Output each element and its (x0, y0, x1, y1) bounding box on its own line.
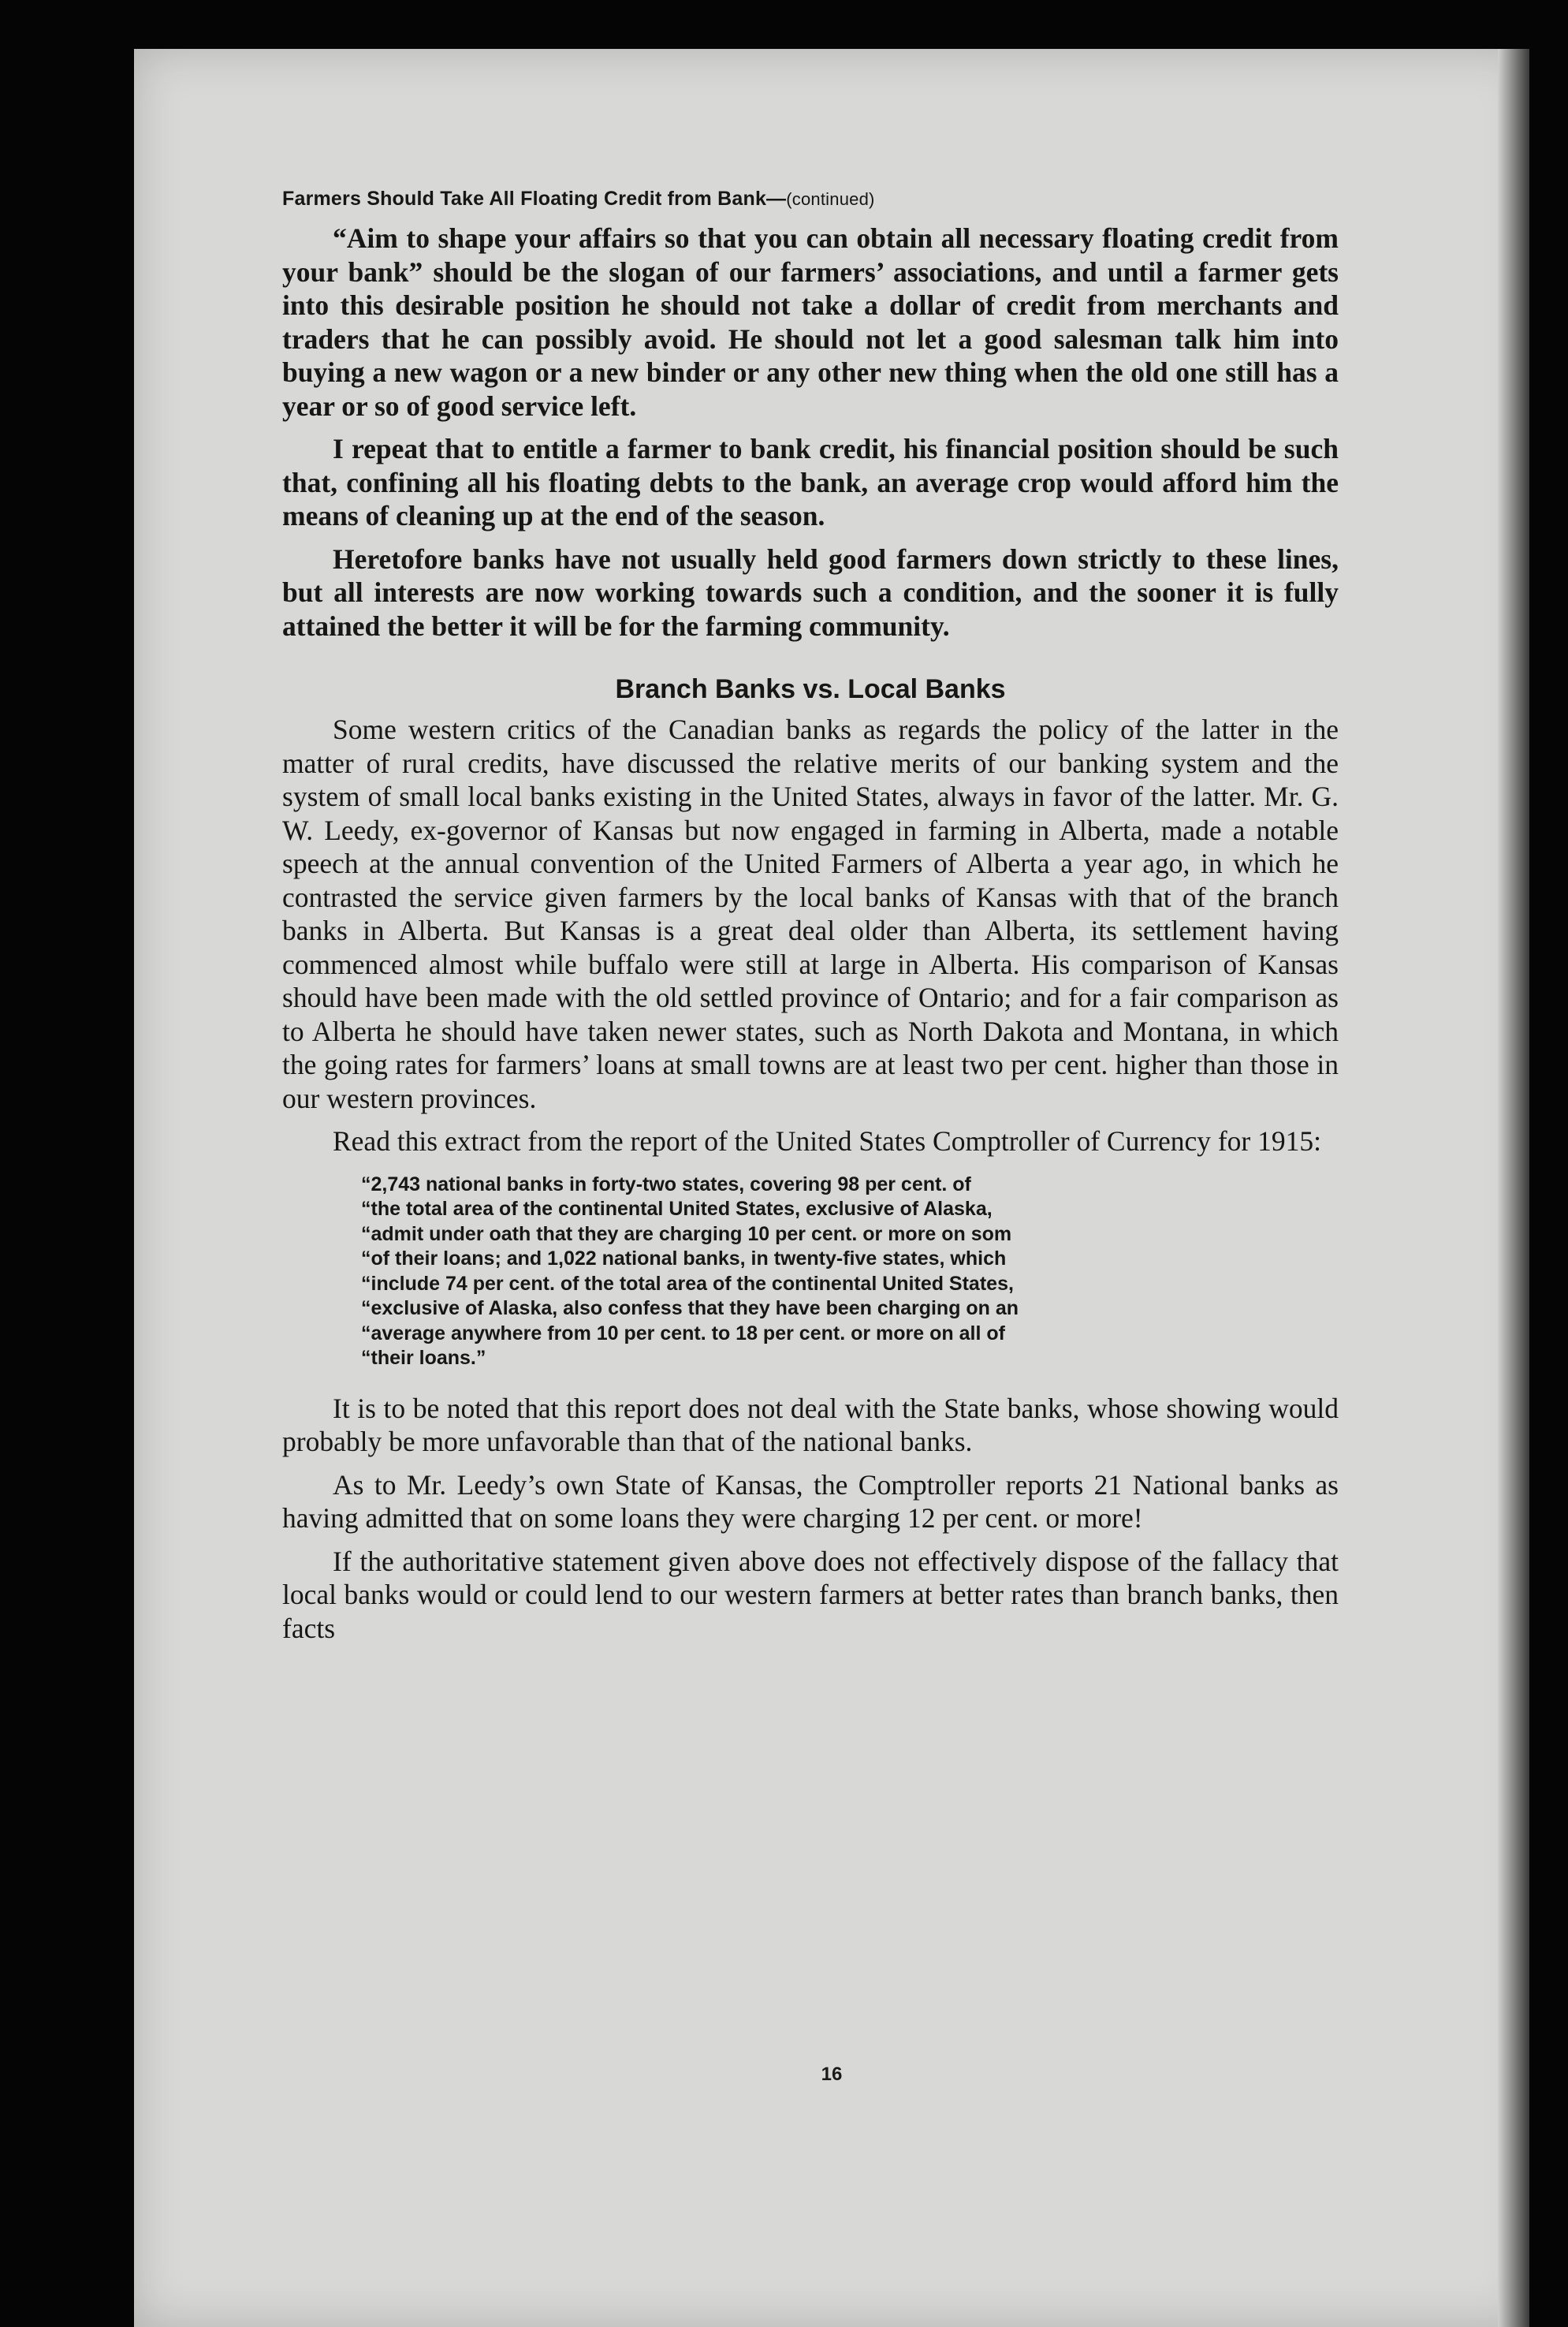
page-body (282, 188, 1339, 1654)
section-heading: Branch Banks vs. Local Banks (615, 674, 1006, 704)
quote-line: “exclusive of Alaska, also confess that they have been charging on an (361, 1297, 1019, 1319)
paragraph-slogan: “Aim to shape your affairs so that you can obtain all necessary floating credit from your bank” should be the slogan of our farmers’ associations, and until a farmer gets into this desirable position he should not take a dollar of credit from merchants and traders that he can possibly avoid. He should not let a good salesman talk him into buying a new wagon or a new binder or any other new thing when the old one still has a year or so of good service left. (282, 222, 1339, 422)
paragraph-kansas: As to Mr. Leedy’s own State of Kansas, the Comptroller reports 21 National banks as having admitted that on some loans they were charging 12 per cent. or more! (282, 1468, 1339, 1534)
quote-line: “average anywhere from 10 per cent. to 18 per cent. or more on all of (361, 1322, 1005, 1344)
quote-line: “of their loans; and 1,022 national banks, in twenty-five states, which (361, 1247, 1007, 1270)
quote-line: “2,743 national banks in forty-two states, covering 98 per cent. of (361, 1173, 971, 1195)
paragraph-heretofore: Heretofore banks have not usually held good farmers down strictly to these lines, but all interests are now working towards such a condition, and the sooner it is fully attained the better it will be for the farming community. (282, 543, 1339, 642)
running-head-continued: (continued) (786, 189, 875, 209)
quote-line: “the total area of the continental United States, exclusive of Alaska, (361, 1198, 993, 1220)
quote-line: “their loans.” (361, 1347, 486, 1369)
running-head (282, 188, 1339, 211)
paragraph-state-banks: It is to be noted that this report does not deal with the State banks, whose showing would probably be more unfavorable than that of the national banks. (282, 1392, 1339, 1457)
paragraph-western-critics: Some western critics of the Canadian banks as regards the policy of the latter in the matter of rural credits, have discussed the relative merits of our banking system and the system of small local banks existing in the United States, always in favor of the latter. Mr. G. W. Leedy, ex-governor of Kansas but now engaged in farming in Alberta, made a notable speech at the annual convention of the United Farmers of Alberta a year ago, in which he contrasted the service given farmers by the local banks of Kansas with that of the branch banks in Alberta. But Kansas is a great deal older than Alberta, its settlement having commenced almost while buffalo were still at large in Alberta. His comparison of Kansas should have been made with the old settled province of Ontario; and for a fair comparison as to Alberta he should have taken newer states, such as North Dakota and Montana, in which the going rates for farmers’ loans at small towns are at least two per cent. higher than those in our western provinces. (282, 714, 1339, 1114)
quote-line: “include 74 per cent. of the total area of the continental United States, (361, 1272, 1014, 1295)
running-head-title: Farmers Should Take All Floating Credit from Bank— (282, 188, 787, 210)
paragraph-read-extract: Read this extract from the report of the United States Comptroller of Currency for 1915: (333, 1125, 1321, 1157)
page-edge-shadow (1498, 49, 1529, 2327)
page-number: 16 (821, 2064, 843, 2085)
comptroller-quote (361, 1173, 1323, 1371)
paragraph-authoritative: If the authoritative statement given above does not effectively dispose of the fallacy that local banks would or could lend to our western farmers at better rates than branch banks, then facts (282, 1545, 1339, 1644)
quote-line: “admit under oath that they are charging 10 per cent. or more on som (361, 1222, 1012, 1245)
document-page (134, 49, 1529, 2327)
paragraph-bank-credit: I repeat that to entitle a farmer to bank credit, his financial position should be such that, confining all his floating debts to the bank, an average crop would afford him the means of cleaning up at the end of the season. (282, 433, 1339, 531)
